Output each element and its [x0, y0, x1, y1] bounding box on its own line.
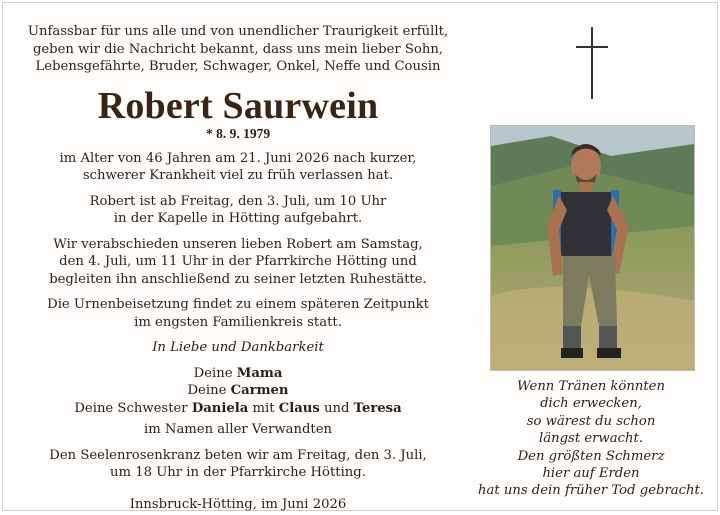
- death-notice: [13, 150, 463, 185]
- mama-name: Mama: [236, 365, 283, 381]
- farewell-line: Wir verabschieden unseren lieben Robert am Samstag,: [53, 236, 423, 252]
- family-mama-line: Deine Mama: [193, 365, 283, 381]
- family-carmen-line: Deine Carmen: [187, 383, 289, 398]
- intro-line: Lebensgefährte, Bruder, Schwager, Onkel, Neffe und Cousin: [35, 59, 441, 74]
- family-sister-line: Deine Schwester Daniela mit Claus und Teresa: [74, 400, 402, 416]
- birth-date: * 8. 9. 1979: [205, 125, 271, 141]
- rosary-notice: [13, 447, 463, 482]
- poem-line: längst erwacht.: [539, 431, 643, 447]
- teresa-name: Teresa: [353, 400, 402, 416]
- urn-line: im engsten Familienkreis statt.: [134, 314, 342, 330]
- family-relatives-line: im Namen aller Verwandten: [143, 422, 332, 437]
- portrait-photo: [490, 125, 695, 371]
- death-line: schwerer Krankheit viel zu früh verlassen hat.: [82, 168, 394, 183]
- farewell-line: begleiten ihn anschließend zu seiner letzten Ruhestätte.: [49, 271, 427, 287]
- poem-line: Den größten Schmerz: [517, 448, 665, 464]
- viewing-notice: [13, 193, 463, 228]
- death-line: im Alter von 46 Jahren am 21. Juni 2026 nach kurzer,: [59, 150, 417, 166]
- poem-line: dich erwecken,: [540, 396, 642, 412]
- intro-line: Unfassbar für uns alle und von unendlicher Traurigkeit erfüllt,: [27, 24, 449, 39]
- cross-icon: [576, 27, 608, 99]
- claus-name: Claus: [278, 400, 320, 416]
- urn-line: Die Urnenbeisetzung findet zu einem späteren Zeitpunkt: [47, 297, 429, 312]
- place-date: Innsbruck-Hötting, im Juni 2026: [129, 496, 347, 512]
- poem-line: Wenn Tränen könnten: [517, 379, 665, 394]
- viewing-line: Robert ist ab Freitag, den 3. Juli, um 10 Uhr: [89, 193, 387, 209]
- gratitude-line: In Liebe und Dankbarkeit: [152, 340, 324, 355]
- poem-line: so wärest du schon: [526, 413, 656, 429]
- viewing-line: in der Kapelle in Hötting aufgebahrt.: [113, 211, 363, 226]
- obituary-text-column: [13, 23, 463, 513]
- intro-text: [13, 23, 463, 76]
- carmen-name: Carmen: [230, 383, 289, 398]
- poem-line: hier auf Erden: [542, 466, 640, 482]
- urn-notice: [13, 296, 463, 331]
- obituary-card: [2, 2, 718, 511]
- daniela-name: Daniela: [191, 400, 249, 416]
- deceased-name: Robert Saurwein: [97, 84, 379, 127]
- rosary-line: um 18 Uhr in der Pfarrkirche Hötting.: [110, 465, 366, 480]
- farewell-line: den 4. Juli, um 11 Uhr in der Pfarrkirche Hötting und: [59, 254, 417, 269]
- family-list: [13, 365, 463, 439]
- rosary-line: Den Seelenrosenkranz beten wir am Freitag, den 3. Juli,: [49, 447, 427, 463]
- intro-line: geben wir die Nachricht bekannt, dass uns mein lieber Sohn,: [32, 41, 444, 57]
- farewell-notice: [13, 236, 463, 289]
- memorial-poem: [473, 378, 709, 500]
- poem-line: hat uns dein früher Tod gebracht.: [478, 483, 704, 499]
